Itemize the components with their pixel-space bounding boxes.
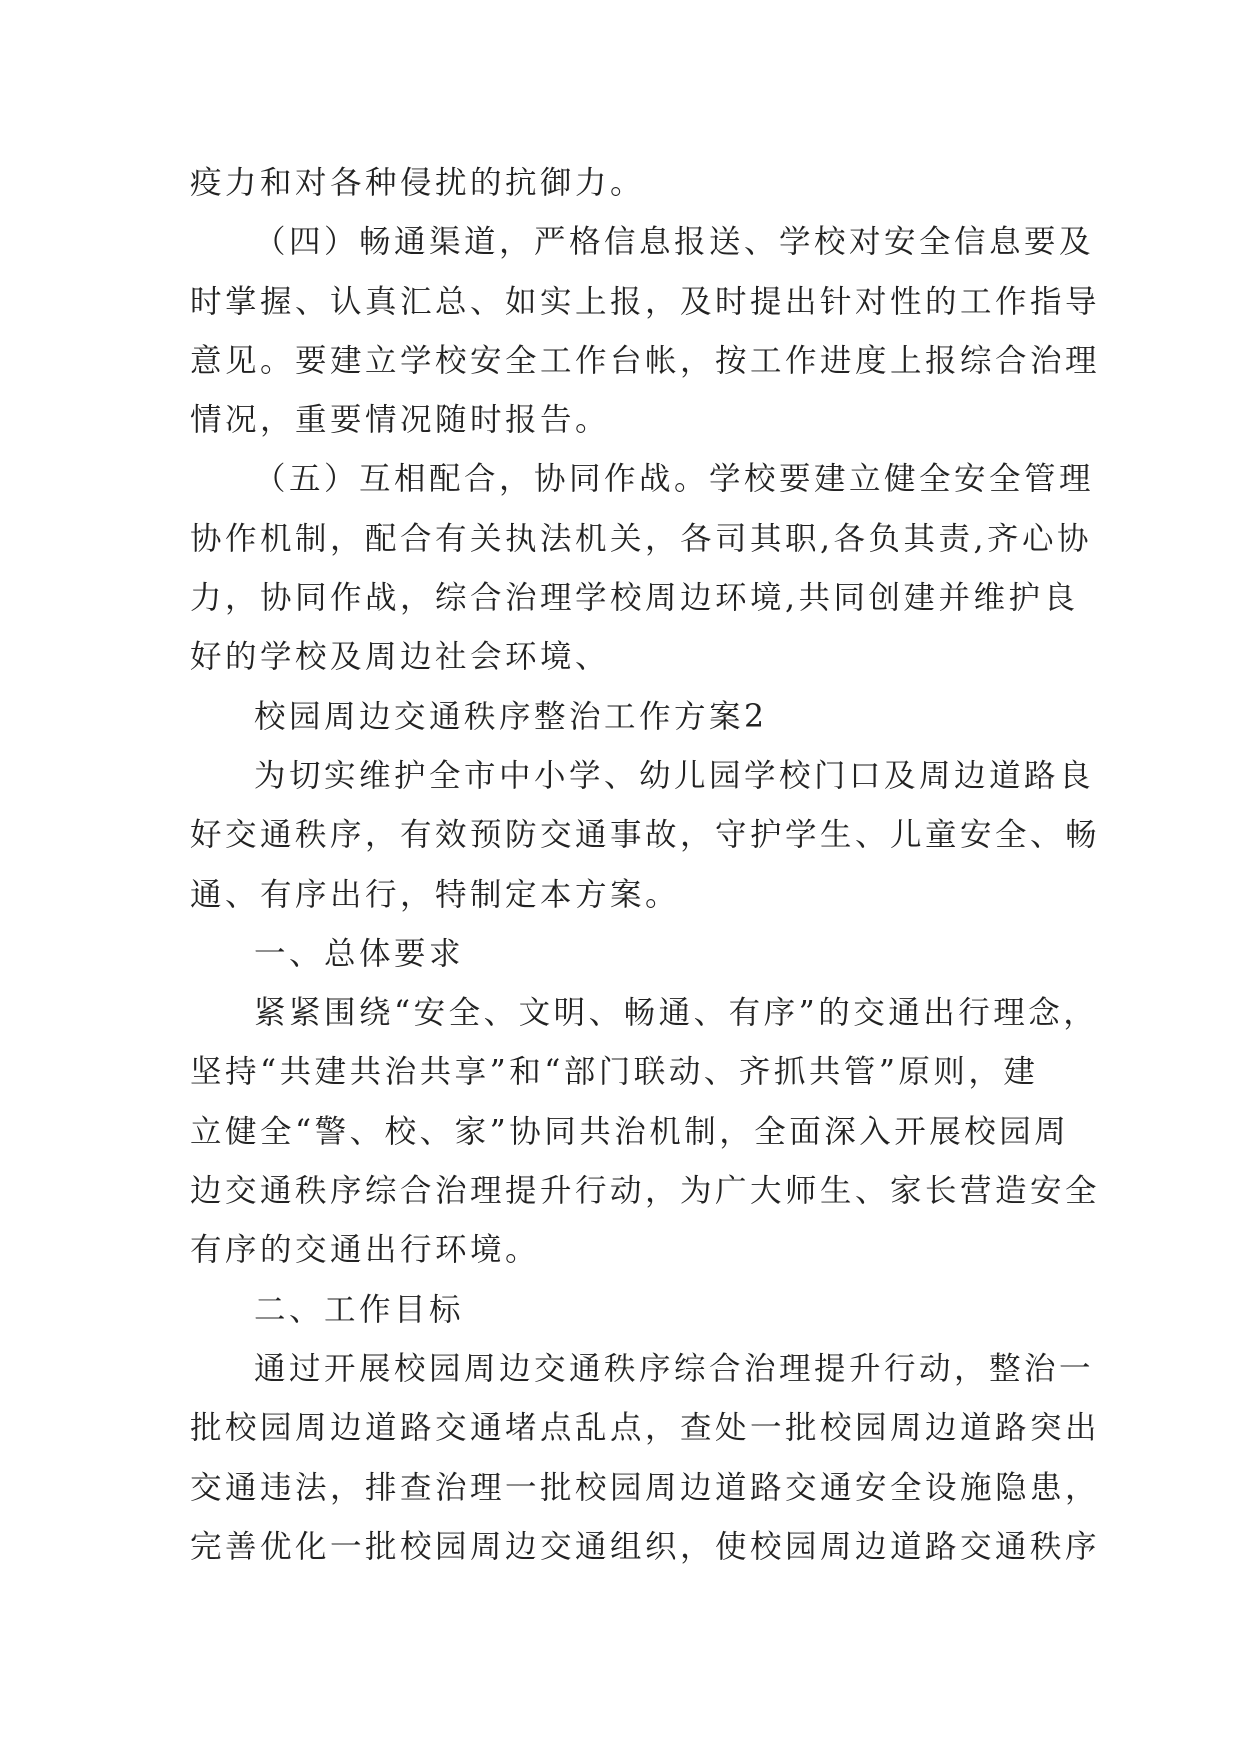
text-line: 交通违法，排查治理一批校园周边道路交通安全设施隐患， xyxy=(190,1469,1101,1506)
text-line: 力，协同作战，综合治理学校周边环境,共同创建并维护良 xyxy=(190,580,1079,617)
text-line: 校园周边交通秩序整治工作方案2 xyxy=(254,698,768,735)
text-line: （四）畅通渠道，严格信息报送、学校对安全信息要及 xyxy=(254,224,1095,261)
text-line: 通过开展校园周边交通秩序综合治理提升行动，整治一 xyxy=(254,1350,1095,1387)
text-line: 通、有序出行，特制定本方案。 xyxy=(190,876,681,913)
text-line: 立健全“警、校、家”协同共治机制，全面深入开展校园周 xyxy=(190,1113,1070,1150)
text-line: 情况，重要情况随时报告。 xyxy=(190,402,611,439)
text-line: 批校园周边道路交通堵点乱点，查处一批校园周边道路突出 xyxy=(190,1410,1101,1447)
text-line: 好交通秩序，有效预防交通事故，守护学生、儿童安全、畅 xyxy=(190,817,1101,854)
text-line: 疫力和对各种侵扰的抗御力。 xyxy=(190,165,646,201)
text-line: 一、总体要求 xyxy=(254,935,465,972)
text-line: 紧紧围绕“安全、文明、畅通、有序”的交通出行理念， xyxy=(254,995,1099,1032)
text-line: 坚持“共建共治共享”和“部门联动、齐抓共管”原则，建 xyxy=(190,1054,1039,1091)
document-body xyxy=(190,154,1101,1577)
text-line: 二、工作目标 xyxy=(254,1291,465,1328)
text-line: 边交通秩序综合治理提升行动，为广大师生、家长营造安全 xyxy=(190,1173,1101,1210)
text-line: 协作机制，配合有关执法机关，各司其职,各负其责,齐心协 xyxy=(190,520,1093,557)
text-line: 好的学校及周边社会环境、 xyxy=(190,639,611,676)
text-line: 为切实维护全市中小学、幼儿园学校门口及周边道路良 xyxy=(254,757,1095,794)
text-line: 完善优化一批校园周边交通组织，使校园周边道路交通秩序 xyxy=(190,1528,1101,1565)
text-line: 意见。要建立学校安全工作台帐，按工作进度上报综合治理 xyxy=(190,342,1101,379)
text-line: （五）互相配合，协同作战。学校要建立健全安全管理 xyxy=(254,461,1095,498)
text-line: 有序的交通出行环境。 xyxy=(190,1232,541,1269)
text-line: 时掌握、认真汇总、如实上报，及时提出针对性的工作指导 xyxy=(190,283,1101,320)
